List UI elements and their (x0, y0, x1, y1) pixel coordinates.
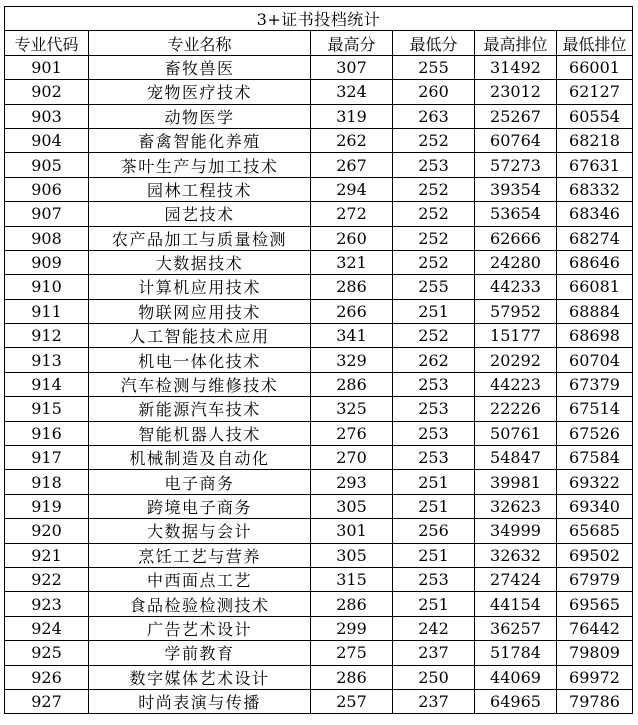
cell-lowest-score: 260 (393, 80, 475, 104)
cell-lowest-rank: 60554 (557, 104, 633, 128)
table-row (5, 641, 633, 665)
cell-lowest-rank: 60704 (557, 348, 633, 372)
cell-lowest-rank: 68884 (557, 299, 633, 323)
cell-highest-rank: 54847 (475, 446, 557, 470)
cell-highest-rank: 51784 (475, 641, 557, 665)
cell-highest-rank: 32623 (475, 494, 557, 518)
table-row (5, 153, 633, 177)
header-lowest-rank: 最低排位 (557, 31, 633, 55)
cell-major-name: 数字媒体艺术设计 (89, 665, 311, 689)
cell-major-code: 916 (5, 421, 89, 445)
cell-major-name: 电子商务 (89, 470, 311, 494)
cell-highest-rank: 62666 (475, 226, 557, 250)
cell-highest-score: 276 (311, 421, 393, 445)
cell-lowest-score: 253 (393, 421, 475, 445)
cell-highest-rank: 44223 (475, 372, 557, 396)
cell-lowest-score: 252 (393, 202, 475, 226)
cell-highest-rank: 32632 (475, 543, 557, 567)
table-row (5, 543, 633, 567)
cell-major-code: 917 (5, 446, 89, 470)
table-row (5, 665, 633, 689)
cell-highest-rank: 20292 (475, 348, 557, 372)
cell-major-name: 机械制造及自动化 (89, 446, 311, 470)
cell-major-code: 903 (5, 104, 89, 128)
cell-highest-score: 301 (311, 519, 393, 543)
cell-highest-rank: 27424 (475, 567, 557, 591)
cell-highest-rank: 60764 (475, 128, 557, 152)
cell-lowest-rank: 68218 (557, 128, 633, 152)
score-statistics-sheet (4, 6, 632, 718)
table-title: 3+证书投档统计 (5, 7, 633, 31)
cell-major-name: 畜牧兽医 (89, 55, 311, 79)
table-body (5, 55, 633, 714)
cell-lowest-rank: 68274 (557, 226, 633, 250)
cell-highest-rank: 64965 (475, 689, 557, 713)
cell-highest-rank: 39981 (475, 470, 557, 494)
cell-lowest-score: 253 (393, 397, 475, 421)
cell-major-name: 畜禽智能化养殖 (89, 128, 311, 152)
table-row (5, 372, 633, 396)
cell-highest-score: 266 (311, 299, 393, 323)
cell-highest-score: 293 (311, 470, 393, 494)
cell-major-code: 921 (5, 543, 89, 567)
cell-lowest-rank: 62127 (557, 80, 633, 104)
cell-lowest-rank: 65685 (557, 519, 633, 543)
header-major-code: 专业代码 (5, 31, 89, 55)
table-row (5, 348, 633, 372)
cell-lowest-rank: 76442 (557, 616, 633, 640)
cell-major-code: 927 (5, 689, 89, 713)
cell-lowest-rank: 67631 (557, 153, 633, 177)
cell-highest-score: 319 (311, 104, 393, 128)
cell-lowest-rank: 69972 (557, 665, 633, 689)
cell-lowest-rank: 66081 (557, 275, 633, 299)
cell-major-name: 广告艺术设计 (89, 616, 311, 640)
cell-major-code: 926 (5, 665, 89, 689)
cell-highest-score: 341 (311, 324, 393, 348)
cell-highest-score: 272 (311, 202, 393, 226)
cell-major-code: 919 (5, 494, 89, 518)
cell-highest-rank: 57273 (475, 153, 557, 177)
cell-lowest-score: 252 (393, 226, 475, 250)
cell-major-code: 923 (5, 592, 89, 616)
table-row (5, 470, 633, 494)
title-row (5, 7, 633, 31)
cell-major-code: 914 (5, 372, 89, 396)
cell-highest-rank: 39354 (475, 177, 557, 201)
cell-lowest-score: 255 (393, 55, 475, 79)
cell-major-name: 学前教育 (89, 641, 311, 665)
cell-major-code: 924 (5, 616, 89, 640)
cell-lowest-rank: 67514 (557, 397, 633, 421)
cell-major-name: 汽车检测与维修技术 (89, 372, 311, 396)
cell-lowest-score: 251 (393, 470, 475, 494)
table-row (5, 299, 633, 323)
cell-major-name: 大数据与会计 (89, 519, 311, 543)
cell-lowest-rank: 69502 (557, 543, 633, 567)
cell-major-name: 农产品加工与质量检测 (89, 226, 311, 250)
cell-highest-score: 305 (311, 543, 393, 567)
cell-highest-score: 262 (311, 128, 393, 152)
cell-major-code: 906 (5, 177, 89, 201)
cell-lowest-rank: 67526 (557, 421, 633, 445)
cell-major-code: 920 (5, 519, 89, 543)
table-row (5, 397, 633, 421)
cell-highest-score: 299 (311, 616, 393, 640)
cell-highest-rank: 44233 (475, 275, 557, 299)
cell-highest-score: 267 (311, 153, 393, 177)
table-row (5, 250, 633, 274)
cell-major-code: 913 (5, 348, 89, 372)
cell-highest-rank: 23012 (475, 80, 557, 104)
cell-highest-rank: 44069 (475, 665, 557, 689)
cell-major-code: 912 (5, 324, 89, 348)
cell-major-name: 食品检验检测技术 (89, 592, 311, 616)
cell-lowest-score: 252 (393, 324, 475, 348)
cell-highest-score: 329 (311, 348, 393, 372)
cell-lowest-rank: 68346 (557, 202, 633, 226)
cell-lowest-score: 263 (393, 104, 475, 128)
header-highest-rank: 最高排位 (475, 31, 557, 55)
cell-major-name: 智能机器人技术 (89, 421, 311, 445)
cell-lowest-rank: 69322 (557, 470, 633, 494)
table-row (5, 104, 633, 128)
cell-highest-rank: 31492 (475, 55, 557, 79)
cell-lowest-score: 253 (393, 567, 475, 591)
cell-major-code: 922 (5, 567, 89, 591)
cell-lowest-score: 237 (393, 641, 475, 665)
cell-lowest-score: 253 (393, 446, 475, 470)
cell-lowest-score: 252 (393, 177, 475, 201)
cell-major-code: 910 (5, 275, 89, 299)
cell-major-code: 902 (5, 80, 89, 104)
header-row (5, 31, 633, 55)
cell-highest-rank: 53654 (475, 202, 557, 226)
cell-lowest-rank: 79786 (557, 689, 633, 713)
cell-highest-score: 275 (311, 641, 393, 665)
cell-lowest-rank: 69565 (557, 592, 633, 616)
cell-major-name: 人工智能技术应用 (89, 324, 311, 348)
cell-highest-rank: 57952 (475, 299, 557, 323)
cell-lowest-rank: 69340 (557, 494, 633, 518)
table-row (5, 494, 633, 518)
cell-highest-score: 307 (311, 55, 393, 79)
cell-major-name: 茶叶生产与加工技术 (89, 153, 311, 177)
table-row (5, 80, 633, 104)
cell-lowest-score: 252 (393, 128, 475, 152)
table-row (5, 55, 633, 79)
cell-major-code: 901 (5, 55, 89, 79)
cell-highest-rank: 44154 (475, 592, 557, 616)
cell-major-code: 908 (5, 226, 89, 250)
cell-lowest-rank: 68646 (557, 250, 633, 274)
header-major-name: 专业名称 (89, 31, 311, 55)
cell-major-name: 园艺技术 (89, 202, 311, 226)
cell-highest-rank: 50761 (475, 421, 557, 445)
cell-lowest-score: 253 (393, 153, 475, 177)
table-row (5, 592, 633, 616)
cell-major-name: 机电一体化技术 (89, 348, 311, 372)
cell-highest-score: 286 (311, 372, 393, 396)
cell-major-name: 物联网应用技术 (89, 299, 311, 323)
cell-lowest-score: 251 (393, 592, 475, 616)
table-row (5, 324, 633, 348)
cell-highest-score: 286 (311, 592, 393, 616)
cell-lowest-score: 242 (393, 616, 475, 640)
cell-major-name: 跨境电子商务 (89, 494, 311, 518)
cell-highest-score: 260 (311, 226, 393, 250)
cell-highest-score: 305 (311, 494, 393, 518)
cell-major-name: 新能源汽车技术 (89, 397, 311, 421)
table-row (5, 275, 633, 299)
table-row (5, 446, 633, 470)
table-row (5, 226, 633, 250)
cell-lowest-rank: 66001 (557, 55, 633, 79)
cell-highest-rank: 24280 (475, 250, 557, 274)
cell-lowest-score: 262 (393, 348, 475, 372)
cell-major-name: 时尚表演与传播 (89, 689, 311, 713)
cell-lowest-score: 237 (393, 689, 475, 713)
cell-highest-score: 325 (311, 397, 393, 421)
cell-lowest-rank: 79809 (557, 641, 633, 665)
cell-highest-rank: 36257 (475, 616, 557, 640)
cell-highest-score: 315 (311, 567, 393, 591)
cell-lowest-rank: 67379 (557, 372, 633, 396)
cell-major-code: 911 (5, 299, 89, 323)
cell-major-code: 915 (5, 397, 89, 421)
cell-lowest-score: 250 (393, 665, 475, 689)
cell-highest-score: 324 (311, 80, 393, 104)
cell-lowest-rank: 68698 (557, 324, 633, 348)
cell-major-name: 计算机应用技术 (89, 275, 311, 299)
cell-major-code: 925 (5, 641, 89, 665)
table-row (5, 202, 633, 226)
cell-highest-rank: 22226 (475, 397, 557, 421)
cell-major-name: 大数据技术 (89, 250, 311, 274)
cell-lowest-score: 251 (393, 494, 475, 518)
table-row (5, 128, 633, 152)
cell-major-name: 动物医学 (89, 104, 311, 128)
cell-highest-score: 294 (311, 177, 393, 201)
table-row (5, 519, 633, 543)
cell-major-name: 中西面点工艺 (89, 567, 311, 591)
cell-major-name: 烹饪工艺与营养 (89, 543, 311, 567)
table-row (5, 421, 633, 445)
cell-highest-score: 286 (311, 665, 393, 689)
cell-highest-score: 286 (311, 275, 393, 299)
header-highest-score: 最高分 (311, 31, 393, 55)
cell-highest-rank: 15177 (475, 324, 557, 348)
header-lowest-score: 最低分 (393, 31, 475, 55)
cell-lowest-score: 251 (393, 299, 475, 323)
cell-lowest-rank: 67584 (557, 446, 633, 470)
cell-major-name: 宠物医疗技术 (89, 80, 311, 104)
cell-highest-rank: 25267 (475, 104, 557, 128)
score-statistics-table (4, 6, 633, 714)
table-row (5, 689, 633, 713)
cell-major-code: 909 (5, 250, 89, 274)
cell-lowest-score: 253 (393, 372, 475, 396)
cell-lowest-score: 252 (393, 250, 475, 274)
cell-major-name: 园林工程技术 (89, 177, 311, 201)
cell-highest-rank: 34999 (475, 519, 557, 543)
cell-highest-score: 270 (311, 446, 393, 470)
cell-highest-score: 321 (311, 250, 393, 274)
cell-lowest-rank: 68332 (557, 177, 633, 201)
cell-lowest-score: 255 (393, 275, 475, 299)
table-row (5, 177, 633, 201)
cell-highest-score: 257 (311, 689, 393, 713)
table-row (5, 616, 633, 640)
cell-major-code: 905 (5, 153, 89, 177)
cell-lowest-score: 256 (393, 519, 475, 543)
cell-major-code: 904 (5, 128, 89, 152)
cell-major-code: 918 (5, 470, 89, 494)
cell-major-code: 907 (5, 202, 89, 226)
table-row (5, 567, 633, 591)
cell-lowest-rank: 67979 (557, 567, 633, 591)
cell-lowest-score: 251 (393, 543, 475, 567)
